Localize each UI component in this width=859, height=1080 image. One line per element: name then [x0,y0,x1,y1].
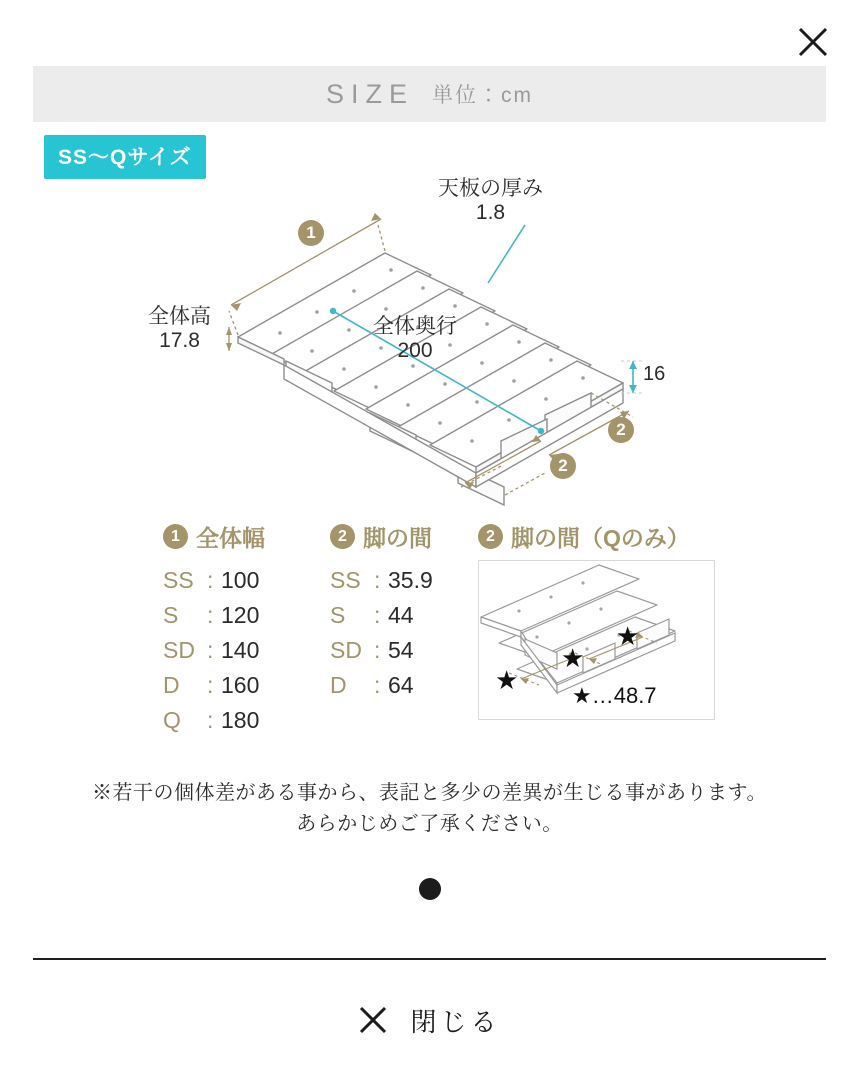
spec-row-value: 180 [221,706,260,733]
bed-frame-diagram [33,165,826,510]
spec-column-title: 全体幅 [196,525,265,551]
diagram-marker-two-b: 2 [550,453,576,479]
close-icon [358,1005,388,1035]
spec-row [330,668,433,703]
bottom-divider [33,958,826,960]
spec-row-key: SS [163,567,194,593]
spec-column-leg-gap-queen [478,520,690,563]
spec-row-sep: : [207,636,214,663]
spec-row-key: S [163,601,179,628]
badge-two-icon: 2 [330,524,355,549]
spec-columns [33,520,826,735]
spec-row-key: Q [163,706,181,733]
diagram-leg-height-value: 16 [643,363,666,385]
spec-row-sep: : [374,636,381,663]
spec-column-leg-gap [330,520,433,703]
top-thickness-label: 天板の厚み [438,177,543,200]
star-value-label: ★…48.7 [572,683,657,708]
spec-column-overall-width [163,520,265,738]
spec-column-heading [478,520,690,553]
spec-row [330,633,433,668]
spec-row-value: 160 [221,671,260,698]
carousel-dot-active[interactable] [419,878,441,900]
spec-row-key: SD [163,636,195,663]
spec-row-sep: : [374,567,381,593]
spec-column-heading [330,520,433,553]
spec-row-sep: : [374,601,381,628]
spec-row-value: 64 [388,671,414,698]
spec-row-value: 120 [221,601,260,628]
spec-row-value: 35.9 [388,567,433,593]
spec-row-key: D [163,671,180,698]
spec-row [330,563,433,598]
spec-row [163,633,265,668]
spec-row [163,563,265,598]
star-marker: ★ [561,643,585,673]
close-button-label: 閉じる [410,1006,501,1037]
total-depth-label: 全体奥行 [373,315,457,338]
spec-row-sep: : [207,567,214,593]
spec-row [163,668,265,703]
spec-column-title: 脚の間（Qのみ） [511,525,690,551]
badge-two-icon: 2 [478,524,503,549]
size-range-tag: SS〜Qサイズ [44,135,206,179]
disclaimer-note [33,778,826,840]
spec-row-key: SS [330,567,361,593]
size-title: SIZE [325,78,414,109]
spec-row-sep: : [207,671,214,698]
total-height-label: 全体高 [148,305,211,328]
spec-row-key: D [330,671,347,698]
diagram-marker-one: 1 [298,220,324,246]
total-depth-value: 200 [397,339,433,363]
close-button-bottom[interactable] [0,985,859,1055]
spec-row-value: 54 [388,636,414,663]
spec-row-value: 100 [221,567,260,593]
badge-one-icon: 1 [163,524,188,549]
star-marker: ★ [495,665,519,695]
diagram-total-depth [373,315,457,363]
spec-row [330,598,433,633]
spec-row-value: 44 [388,601,414,628]
spec-column-title: 脚の間 [363,525,432,551]
spec-row [163,598,265,633]
spec-row-key: S [330,601,346,628]
close-icon [796,25,830,59]
spec-row-sep: : [207,601,214,628]
spec-row-sep: : [374,671,381,698]
spec-row-sep: : [207,706,214,733]
total-height-value: 17.8 [159,329,200,353]
queen-leg-gap-figure [478,560,715,720]
diagram-total-height [148,305,211,353]
top-thickness-value: 1.8 [475,201,506,225]
spec-row-value: 140 [221,636,260,663]
disclaimer-line-2: あらかじめご了承ください。 [296,813,563,835]
spec-column-heading [163,520,265,553]
diagram-top-thickness [438,177,543,225]
size-header-band [33,66,826,122]
size-unit-label: 単位：cm [432,84,533,107]
disclaimer-line-1: ※若干の個体差がある事から、表記と多少の差異が生じる事があります。 [92,782,767,804]
diagram-marker-two-a: 2 [608,417,634,443]
spec-row-key: SD [330,636,362,663]
spec-row [163,703,265,738]
star-marker: ★ [616,621,640,651]
close-button-top[interactable] [793,22,833,62]
